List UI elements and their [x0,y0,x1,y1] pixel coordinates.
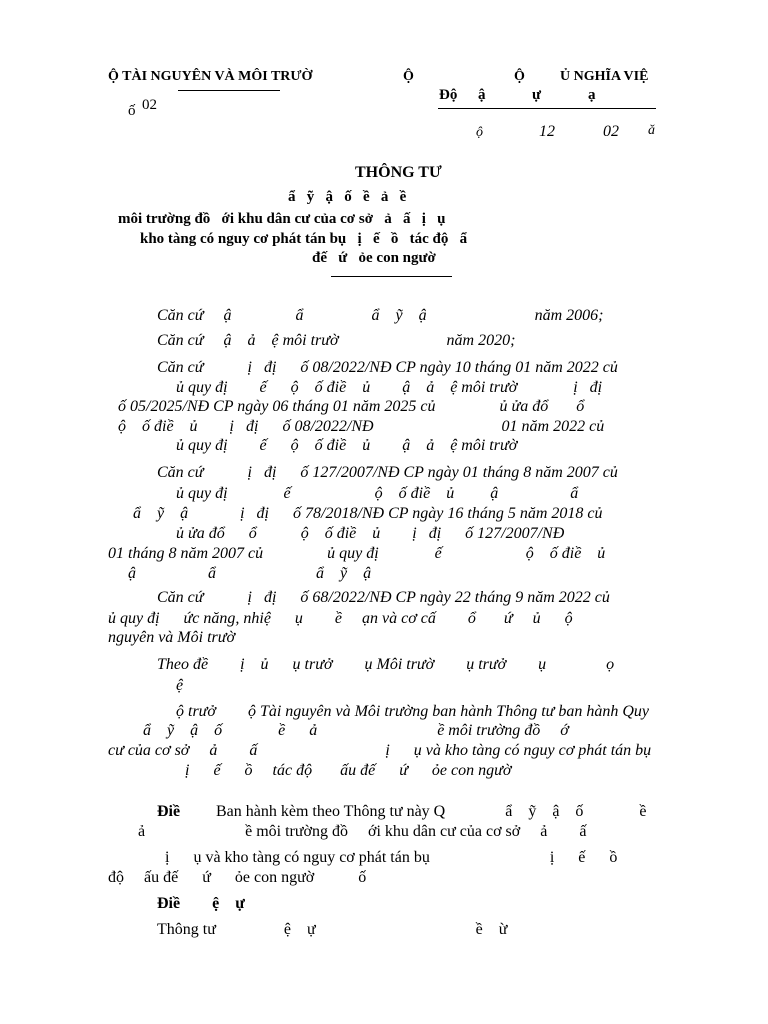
preamble-line: ẩ ỹ ậ ị đị ố 78/2018/NĐ CP ngày 16 tháng 5 năm 2018 củ [133,505,603,522]
article-1-label: Điề [157,803,181,820]
country-name-a: Ộ [403,69,414,84]
motto-underline [438,108,656,109]
date-part-1: ộ [476,125,483,140]
preamble-line: Căn cứ ị đị ố 127/2007/NĐ CP ngày 01 tháng 8 năm 2007 củ [157,464,618,481]
article-1-text: Ban hành kèm theo Thông tư này Q ẩ ỹ ậ ố ề [216,803,647,820]
preamble-line: cư của cơ sở ả ấ ị ụ và kho tàng có nguy cơ phát tán bụ [108,742,652,759]
ministry-name: Ộ TÀI NGUYÊN VÀ MÔI TRƯỜ [108,69,313,84]
preamble-line: ị ế ồ tác độ ấu đế ứ ỏe con ngườ [185,762,512,779]
title-line-1: ẩ ỹ ậ ố ề ả ề [288,189,407,205]
preamble-line: ậ ẩ ẩ ỹ ậ [128,565,372,582]
preamble-line: Căn cứ ậ ả ệ môi trườ năm 2020; [157,332,516,349]
ministry-underline [178,90,280,91]
preamble-line: ủ quy đị ế ộ ố điề ủ ậ ả ệ môi trườ ị đị [176,379,603,396]
article-1-text: ị ụ và kho tàng có nguy cơ phát tán bụ ị ế ồ [165,849,618,866]
preamble-line: Căn cứ ị đị ố 08/2022/NĐ CP ngày 10 tháng 01 năm 2022 củ [157,359,618,376]
preamble-line: ẩ ỹ ậ ố ề ả ề môi trường đồ ớ [143,722,569,739]
preamble-line: ủ quy đị ế ộ ố điề ủ ậ ả ệ môi trườ [176,437,518,454]
date-part-2: 12 [539,123,555,140]
preamble-line: Căn cứ ậ ẩ ẩ ỹ ậ năm 2006; [157,307,604,324]
preamble-line: ủ ửa đổ ổ ộ ố điề ủ ị đị ố 127/2007/NĐ [176,525,565,542]
preamble-line: Căn cứ ị đị ố 68/2022/NĐ CP ngày 22 tháng 9 năm 2022 củ [157,589,610,606]
preamble-line: ủ quy đị ế ộ ố điề ủ ậ ẩ [176,485,579,502]
country-name-c: Ủ NGHĨA VIỆ [560,69,649,84]
doc-number: 02 [142,97,157,113]
title-underline [331,276,452,277]
preamble-line: ộ trưở ộ Tài nguyên và Môi trường ban hành Thông tư ban hành Quy [176,703,650,720]
article-1-text: ả ề môi trường đồ ới khu dân cư của cơ sở ả ấ [138,823,587,840]
title-line-4: đế ứ ỏe con ngườ [312,250,436,266]
title-line-2: môi trường đồ ới khu dân cư của cơ sở ả ấ ị ụ [118,211,446,227]
preamble-line: ủ quy đị ức năng, nhiệ ụ ề ạn và cơ cấ ổ ứ ủ ộ [108,610,573,627]
motto-2: ậ [478,87,486,103]
preamble-line: nguyên và Môi trườ [108,629,236,646]
article-2-label: Điề ệ ự [157,895,245,912]
preamble-line: ố 05/2025/NĐ CP ngày 06 tháng 01 năm 2025 củ ủ ửa đổ ổ [118,398,585,415]
preamble-line: ệ [176,677,184,694]
motto-4: ạ [588,87,596,103]
preamble-line: ộ ố điề ủ ị đị ố 08/2022/NĐ 01 năm 2022 củ [118,418,605,435]
article-1-text: độ ấu đế ứ ỏe con ngườ ố [108,869,367,886]
preamble-line: Theo đề ị ủ ụ trưở ụ Môi trườ ụ trưở ụ ọ [157,656,615,673]
date-part-4: ă [648,123,655,138]
preamble-line: 01 tháng 8 năm 2007 củ ủ quy đị ế ộ ố điề ủ [108,545,606,562]
date-part-3: 02 [603,123,619,140]
motto-3: ự [532,87,542,103]
motto-1: Độ [439,87,458,103]
title-line-3: kho tàng có nguy cơ phát tán bụ ị ế ồ tác độ ẩ [140,231,468,247]
doc-number-prefix: ố [128,103,136,119]
country-name-b: Ộ [514,69,525,84]
doc-title: THÔNG TƯ [355,164,442,181]
article-2-text: Thông tư ệ ự ề ừ [157,921,508,938]
